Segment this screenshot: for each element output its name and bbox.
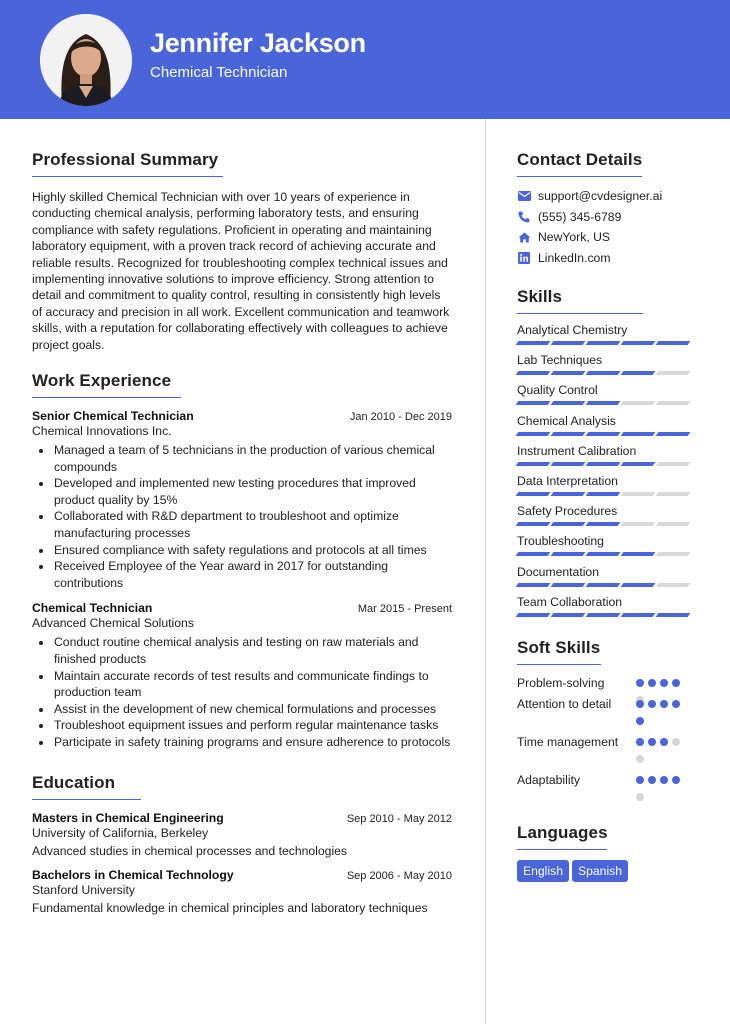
skill-level-segment: [586, 522, 621, 526]
skill-level-segment: [586, 432, 621, 436]
skill-name: Troubleshooting: [517, 534, 604, 549]
soft-skill-item: [517, 772, 707, 806]
school-name: Stanford University: [32, 882, 135, 897]
skill-item: [517, 413, 707, 443]
skill-level-segment: [551, 371, 586, 375]
skill-level-segment: [551, 462, 586, 466]
skill-level-bar: [517, 552, 707, 556]
skill-level-segment: [656, 613, 691, 617]
degree-title: Masters in Chemical Engineering: [32, 810, 224, 825]
skill-level-segment: [656, 432, 691, 436]
soft-skill-name: Adaptability: [517, 772, 581, 787]
soft-skill-item: [517, 734, 707, 772]
rating-dot: [636, 738, 644, 746]
contact-phone-text: (555) 345-6789: [538, 209, 622, 224]
skill-level-segment: [656, 583, 691, 587]
skill-level-segment: [586, 583, 621, 587]
list-item: Collaborated with R&D department to troubleshoot and optimize manufacturing processes: [32, 508, 452, 541]
skill-level-segment: [656, 552, 691, 556]
soft-skill-rating: [636, 776, 688, 810]
skill-level-segment: [516, 401, 551, 405]
summary-heading: Professional Summary: [32, 150, 223, 177]
skill-level-segment: [586, 492, 621, 496]
rating-dot: [672, 679, 680, 687]
rating-dot: [648, 679, 656, 687]
skill-item: [517, 473, 707, 503]
candidate-name: Jennifer Jackson: [150, 28, 366, 58]
skills-list: [517, 322, 707, 624]
skill-level-bar: [517, 341, 707, 345]
skill-level-segment: [516, 371, 551, 375]
candidate-title: Chemical Technician: [150, 64, 288, 81]
list-item: Developed and implemented new testing procedures that improved product quality by 15%: [32, 475, 452, 508]
list-item: Ensured compliance with safety regulations and protocols at all times: [32, 542, 452, 559]
job-date: Jan 2010 - Dec 2019: [349, 411, 452, 424]
skill-level-segment: [621, 552, 656, 556]
skill-level-segment: [516, 583, 551, 587]
job-title: Senior Chemical Technician: [32, 409, 194, 424]
skill-item: [517, 352, 707, 382]
skill-level-segment: [621, 613, 656, 617]
job-entry: [32, 409, 452, 591]
contact-location-text: NewYork, US: [538, 230, 611, 245]
skill-level-segment: [586, 462, 621, 466]
rating-dot: [648, 700, 656, 708]
skill-level-segment: [586, 371, 621, 375]
rating-dot: [648, 776, 656, 784]
skill-name: Data Interpretation: [517, 473, 618, 488]
rating-dot: [660, 700, 668, 708]
contact-phone[interactable]: [517, 207, 707, 228]
header-banner: [0, 0, 730, 119]
skill-level-segment: [586, 341, 621, 345]
soft-skill-item: [517, 675, 707, 696]
skill-level-segment: [516, 341, 551, 345]
skill-level-segment: [656, 341, 691, 345]
skill-level-bar: [517, 522, 707, 526]
skill-level-segment: [621, 462, 656, 466]
experience-heading: Work Experience: [32, 371, 181, 398]
skill-name: Safety Procedures: [517, 504, 618, 519]
list-item: Participate in safety training programs and ensure adherence to protocols: [32, 734, 452, 751]
soft-skills-list: [517, 675, 707, 806]
rating-dot: [636, 700, 644, 708]
skill-level-segment: [551, 492, 586, 496]
skill-level-segment: [551, 432, 586, 436]
skill-item: [517, 382, 707, 412]
skill-level-segment: [551, 583, 586, 587]
skill-level-segment: [516, 462, 551, 466]
skill-level-segment: [621, 341, 656, 345]
degree-title: Bachelors in Chemical Technology: [32, 867, 234, 882]
skill-item: [517, 564, 707, 594]
sidebar-column: [517, 150, 707, 882]
rating-dot: [672, 738, 680, 746]
list-item: Maintain accurate records of test results and communicate findings to production team: [32, 668, 452, 701]
skill-name: Chemical Analysis: [517, 413, 616, 428]
skill-level-segment: [516, 552, 551, 556]
education-description: Fundamental knowledge in chemical principles and laboratory techniques: [32, 900, 428, 915]
skill-level-bar: [517, 432, 707, 436]
rating-dot: [660, 679, 668, 687]
skill-level-segment: [551, 613, 586, 617]
job-company: Advanced Chemical Solutions: [32, 616, 194, 631]
list-item: Assist in the development of new chemical formulations and processes: [32, 701, 452, 718]
list-item: Troubleshoot equipment issues and perform regular maintenance tasks: [32, 717, 452, 734]
skill-level-segment: [621, 492, 656, 496]
skill-level-segment: [656, 522, 691, 526]
job-bullets: [32, 442, 452, 591]
skill-level-segment: [621, 432, 656, 436]
rating-dot: [672, 700, 680, 708]
skill-item: [517, 322, 707, 352]
soft-skill-name: Problem-solving: [517, 675, 605, 690]
main-column: [32, 150, 452, 915]
profile-photo: [40, 14, 132, 106]
skill-level-segment: [551, 552, 586, 556]
rating-dot: [636, 793, 644, 801]
skill-level-segment: [656, 371, 691, 375]
skill-name: Instrument Calibration: [517, 443, 637, 458]
languages-heading: Languages: [517, 823, 607, 850]
skill-name: Analytical Chemistry: [517, 323, 628, 337]
soft-skill-name: Attention to detail: [517, 696, 612, 711]
skill-level-segment: [516, 432, 551, 436]
rating-dot: [648, 738, 656, 746]
skill-level-bar: [517, 492, 707, 496]
language-badge: English: [517, 860, 569, 882]
rating-dot: [636, 776, 644, 784]
list-item: Conduct routine chemical analysis and testing on raw materials and finished products: [32, 634, 452, 667]
contact-linkedin-text: LinkedIn.com: [538, 250, 611, 265]
skill-level-bar: [517, 371, 707, 375]
contact-linkedin[interactable]: [517, 248, 707, 269]
skill-level-segment: [656, 492, 691, 496]
rating-dot: [672, 776, 680, 784]
rating-dot: [660, 738, 668, 746]
skill-name: Quality Control: [517, 383, 598, 398]
contact-email[interactable]: [517, 186, 707, 207]
education-heading: Education: [32, 773, 141, 800]
job-title: Chemical Technician: [32, 601, 153, 616]
list-item: Received Employee of the Year award in 2017 for outstanding contributions: [32, 558, 452, 591]
job-bullets: [32, 634, 452, 750]
soft-skill-name: Time management: [517, 734, 619, 749]
education-entry: [32, 811, 452, 858]
home-icon: [517, 230, 531, 244]
education-date: Sep 2010 - May 2012: [346, 812, 452, 825]
skill-level-segment: [656, 401, 691, 405]
soft-skill-rating: [636, 700, 688, 734]
skill-level-segment: [586, 613, 621, 617]
skill-level-segment: [586, 552, 621, 556]
job-entry: [32, 601, 452, 750]
rating-dot: [636, 717, 644, 725]
skill-level-segment: [621, 583, 656, 587]
rating-dot: [636, 679, 644, 687]
contact-location: [517, 227, 707, 248]
list-item: Managed a team of 5 technicians in the production of various chemical compounds: [32, 442, 452, 475]
soft-skills-heading: Soft Skills: [517, 638, 601, 665]
skill-level-segment: [551, 401, 586, 405]
language-badge: Spanish: [572, 860, 628, 882]
soft-skill-rating: [636, 738, 688, 772]
skill-level-segment: [621, 401, 656, 405]
skill-item: [517, 443, 707, 473]
skills-heading: Skills: [517, 287, 643, 314]
skill-name: Documentation: [517, 564, 599, 579]
soft-skill-item: [517, 696, 707, 734]
skill-level-segment: [516, 522, 551, 526]
skill-item: [517, 594, 707, 624]
skill-level-bar: [517, 613, 707, 617]
skill-level-segment: [621, 371, 656, 375]
linkedin-icon: [517, 251, 531, 265]
skill-item: [517, 533, 707, 563]
contact-email-text: support@cvdesigner.ai: [538, 189, 663, 204]
skill-level-bar: [517, 462, 707, 466]
rating-dot: [636, 755, 644, 763]
skill-name: Team Collaboration: [517, 594, 623, 609]
column-divider: [485, 119, 486, 1024]
skill-level-segment: [551, 341, 586, 345]
job-date: Mar 2015 - Present: [357, 603, 452, 616]
skill-level-segment: [621, 522, 656, 526]
phone-icon: [517, 210, 531, 224]
skill-level-segment: [516, 492, 551, 496]
education-entry: [32, 868, 452, 915]
skill-level-segment: [656, 462, 691, 466]
skill-level-bar: [517, 401, 707, 405]
skill-name: Lab Techniques: [517, 353, 603, 368]
job-company: Chemical Innovations Inc.: [32, 424, 172, 439]
languages-list: [517, 860, 707, 882]
envelope-icon: [517, 189, 531, 203]
skill-item: [517, 503, 707, 533]
summary-text: Highly skilled Chemical Technician with over 10 years of experience in conducting chemical analysis, performing laboratory tests, and ensuring compliance with safety regulations. Proficient in operating and maintaining laboratory equipment, with a proven track record of achieving accurate and reliable results. Recognized for troubleshooting complex technical issues and implementing innovative solutions to improve efficiency. Strong attention to detail and commitment to quality control, resulting in consistently high levels of accuracy and precision in all work. Excellent communication and teamwork skills, with a reputation for collaborating effectively with colleagues to achieve project goals.: [32, 190, 450, 352]
contact-heading: Contact Details: [517, 150, 642, 177]
education-date: Sep 2006 - May 2010: [346, 869, 452, 882]
skill-level-segment: [586, 401, 621, 405]
skill-level-bar: [517, 583, 707, 587]
skill-level-segment: [551, 522, 586, 526]
school-name: University of California, Berkeley: [32, 825, 209, 840]
education-description: Advanced studies in chemical processes and technologies: [32, 843, 348, 858]
rating-dot: [660, 776, 668, 784]
skill-level-segment: [516, 613, 551, 617]
